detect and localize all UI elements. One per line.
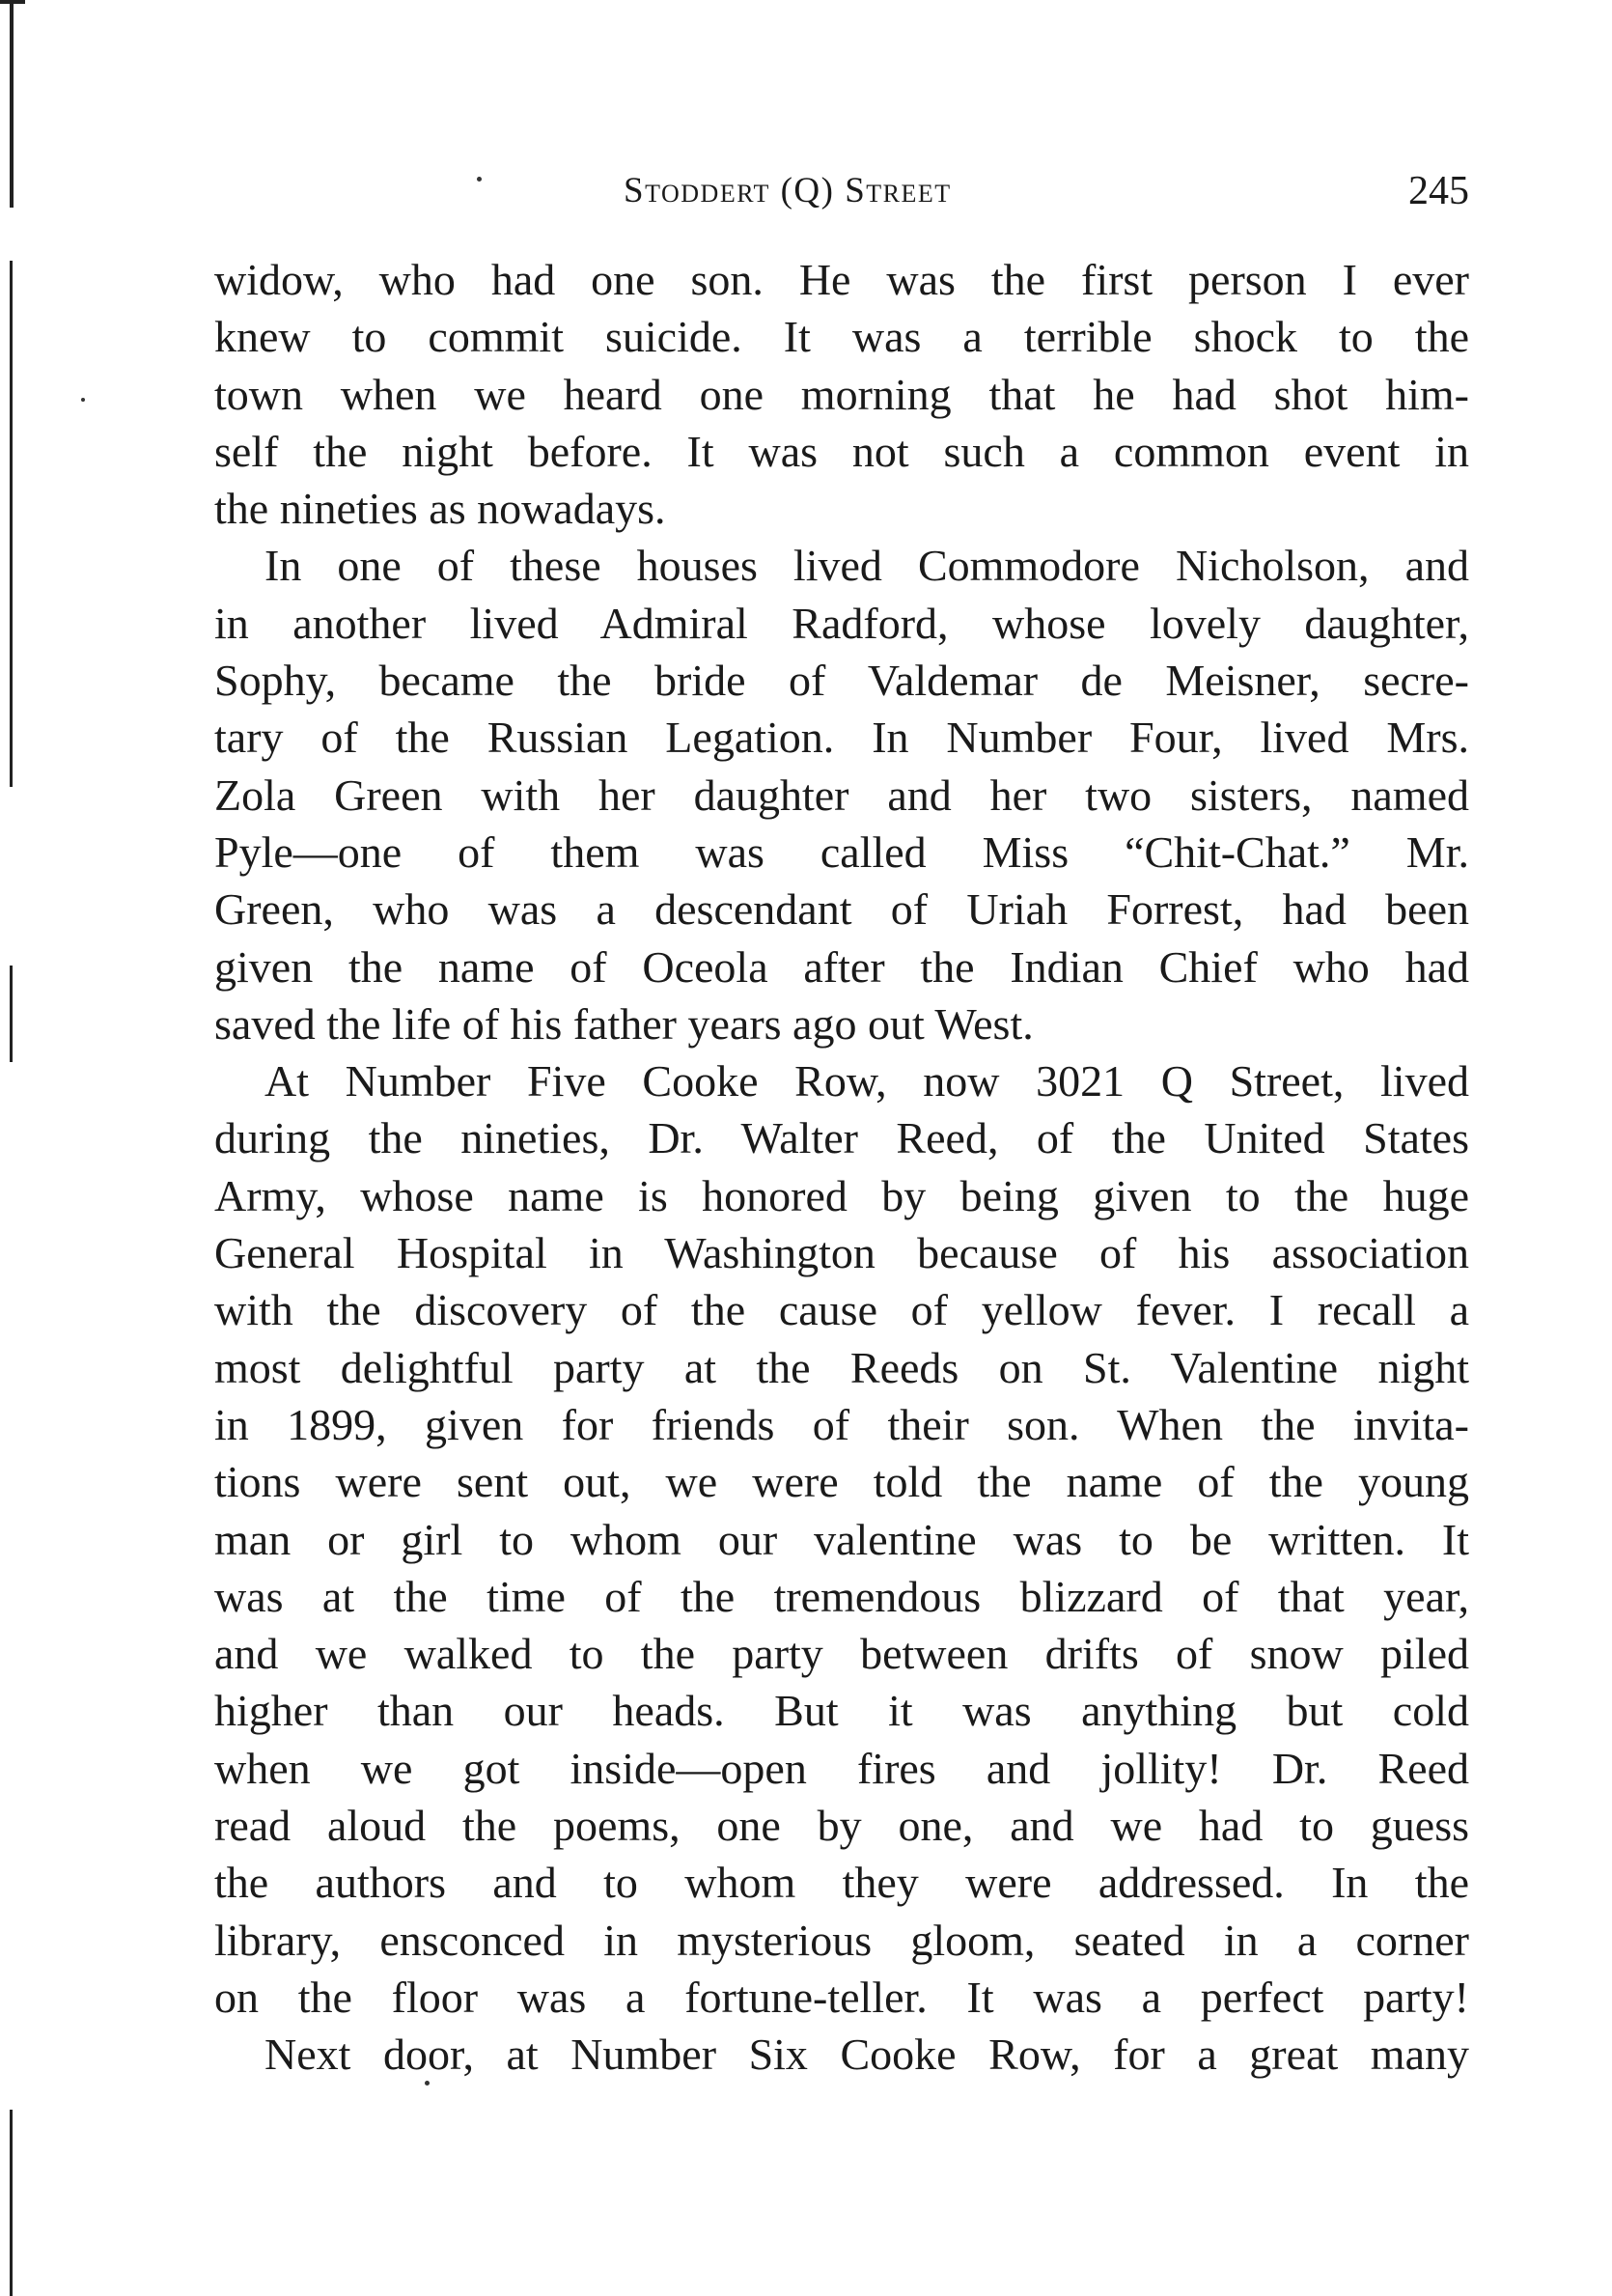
text-line: Green, who was a descendant of Uriah Forrest, had been bbox=[214, 884, 1469, 935]
scan-edge-mark bbox=[10, 0, 14, 208]
text-line: the nineties as nowadays. bbox=[214, 484, 666, 534]
text-line: At Number Five Cooke Row, now 3021 Q Street, lived bbox=[264, 1056, 1469, 1106]
scan-edge-mark bbox=[10, 261, 13, 787]
page-number: 245 bbox=[1408, 169, 1469, 213]
paragraph bbox=[214, 1052, 1469, 2026]
text-line: Pyle—one of them was called Miss “Chit-Chat.” Mr. bbox=[214, 826, 1469, 877]
body-text bbox=[214, 251, 1469, 2084]
text-line: during the nineties, Dr. Walter Reed, of the United States bbox=[214, 1113, 1469, 1163]
text-line: given the name of Oceola after the Indian Chief who had bbox=[214, 941, 1469, 992]
text-line: on the floor was a fortune-teller. It was a perfect party! bbox=[214, 1972, 1469, 2022]
text-line: in 1899, given for friends of their son. When the invita- bbox=[214, 1399, 1469, 1449]
scan-speck bbox=[81, 398, 85, 402]
text-line: Next door, at Number Six Cooke Row, for a great many bbox=[264, 2030, 1469, 2080]
text-line: tary of the Russian Legation. In Number Four, lived Mrs. bbox=[214, 713, 1469, 763]
text-line: General Hospital in Washington because of his association bbox=[214, 1228, 1469, 1278]
running-head bbox=[214, 162, 1469, 220]
text-line: knew to commit suicide. It was a terrible shock to the bbox=[214, 312, 1469, 362]
text-line: read aloud the poems, one by one, and we had to guess bbox=[214, 1801, 1469, 1851]
text-line: when we got inside—open fires and jollity! Dr. Reed bbox=[214, 1743, 1469, 1793]
text-line: and we walked to the party between drifts of snow piled bbox=[214, 1629, 1469, 1679]
text-line: library, ensconced in mysterious gloom, seated in a corner bbox=[214, 1915, 1469, 1965]
text-line: with the discovery of the cause of yellow fever. I recall a bbox=[214, 1285, 1469, 1335]
text-line: saved the life of his father years ago out West. bbox=[214, 998, 1034, 1049]
text-line: tions were sent out, we were told the name of the young bbox=[214, 1457, 1469, 1507]
scan-edge-mark bbox=[10, 966, 13, 1062]
paragraph bbox=[214, 251, 1469, 537]
text-line: was at the time of the tremendous blizzard of that year, bbox=[214, 1571, 1469, 1621]
running-title: Stoddert (Q) Street bbox=[624, 171, 952, 210]
text-line: in another lived Admiral Radford, whose lovely daughter, bbox=[214, 598, 1469, 648]
paragraph bbox=[214, 2026, 1469, 2083]
text-line: self the night before. It was not such a common event in bbox=[214, 426, 1469, 476]
text-line: Sophy, became the bride of Valdemar de Meisner, secre- bbox=[214, 656, 1469, 706]
scan-edge-mark bbox=[0, 0, 25, 4]
text-line: town when we heard one morning that he had shot him- bbox=[214, 369, 1469, 419]
text-line: widow, who had one son. He was the first person I ever bbox=[214, 255, 1469, 304]
scan-edge-mark bbox=[10, 2110, 13, 2296]
text-line: Zola Green with her daughter and her two sisters, named bbox=[214, 770, 1469, 820]
text-line: man or girl to whom our valentine was to be written. It bbox=[214, 1514, 1469, 1564]
paragraph bbox=[214, 537, 1469, 1052]
text-line: higher than our heads. But it was anything but cold bbox=[214, 1686, 1469, 1736]
text-line: Army, whose name is honored by being given to the huge bbox=[214, 1170, 1469, 1220]
text-line: most delightful party at the Reeds on St. Valentine night bbox=[214, 1342, 1469, 1392]
text-line: the authors and to whom they were addressed. In the bbox=[214, 1858, 1469, 1908]
text-line: In one of these houses lived Commodore Nicholson, and bbox=[264, 541, 1469, 591]
